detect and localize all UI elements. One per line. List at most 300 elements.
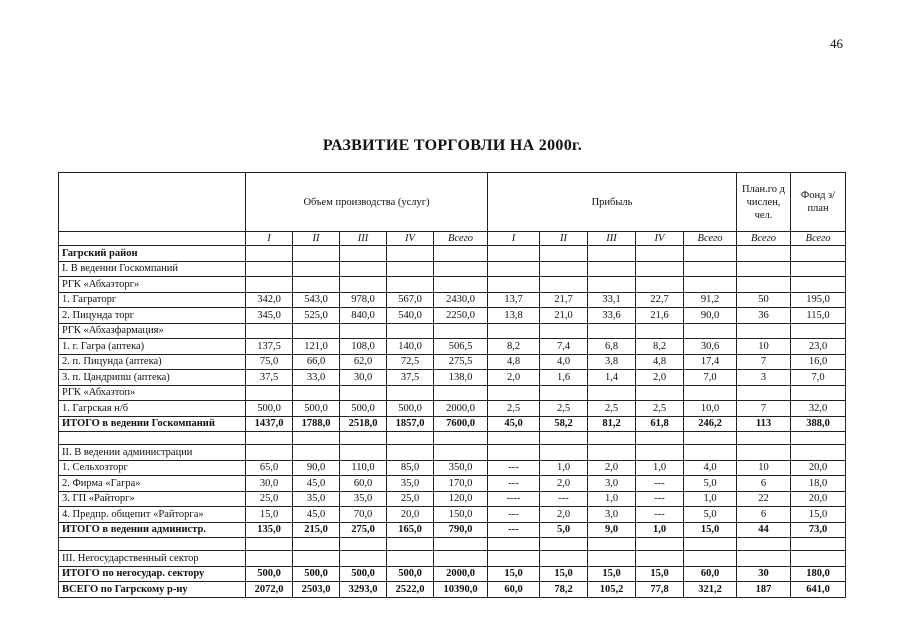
table-cell (293, 261, 340, 277)
table-cell (387, 445, 434, 461)
table-cell: 500,0 (293, 401, 340, 417)
table-cell (636, 432, 684, 445)
row-label: 1. г. Гагра (аптека) (59, 339, 246, 355)
table-cell: 543,0 (293, 292, 340, 308)
table-cell: 840,0 (340, 308, 387, 324)
table-cell: 33,6 (588, 308, 636, 324)
table-cell: 15,0 (684, 522, 737, 538)
table-cell: 66,0 (293, 354, 340, 370)
table-cell (434, 445, 488, 461)
table-cell: 45,0 (293, 507, 340, 523)
table-cell (246, 323, 293, 339)
table-cell: 1,0 (588, 491, 636, 507)
table-cell (540, 445, 588, 461)
table-cell (737, 261, 791, 277)
table-cell: 10,0 (684, 401, 737, 417)
table-cell: 7,4 (540, 339, 588, 355)
table-cell: 115,0 (791, 308, 846, 324)
table-cell: 2,0 (540, 507, 588, 523)
table-cell (340, 261, 387, 277)
table-cell: 77,8 (636, 582, 684, 598)
table-cell (636, 538, 684, 551)
volume-header: Объем производства (услуг) (246, 173, 488, 232)
table-cell (791, 385, 846, 401)
subheader-blank (59, 232, 246, 246)
row-label: 1. Гагрская н/б (59, 401, 246, 417)
table-cell: 73,0 (791, 522, 846, 538)
table-cell: 70,0 (340, 507, 387, 523)
table-cell: --- (488, 507, 540, 523)
table-cell: 30,0 (246, 476, 293, 492)
table-cell: 37,5 (387, 370, 434, 386)
table-cell (684, 323, 737, 339)
row-label: III. Негосударственный сектор (59, 551, 246, 567)
table-cell: 113 (737, 416, 791, 432)
table-cell: 8,2 (488, 339, 540, 355)
table-cell (488, 445, 540, 461)
table-row (59, 551, 846, 567)
table-cell (387, 261, 434, 277)
table-row (59, 261, 846, 277)
table-cell: 138,0 (434, 370, 488, 386)
table-row (59, 522, 846, 538)
table-cell: 2,0 (540, 476, 588, 492)
table-cell: 187 (737, 582, 791, 598)
row-label: 1. Гаграторг (59, 292, 246, 308)
subheader-cell: IV (636, 232, 684, 246)
table-cell (540, 551, 588, 567)
table-cell (791, 445, 846, 461)
table-cell: 3293,0 (340, 582, 387, 598)
table-cell: 22 (737, 491, 791, 507)
row-label (59, 538, 246, 551)
row-label: ИТОГО в ведении администр. (59, 522, 246, 538)
table-cell (540, 538, 588, 551)
table-cell: 21,7 (540, 292, 588, 308)
table-cell: 17,4 (684, 354, 737, 370)
table-cell: 978,0 (340, 292, 387, 308)
table-cell (434, 385, 488, 401)
table-cell: --- (636, 476, 684, 492)
table-cell: 7,0 (791, 370, 846, 386)
table-cell (791, 551, 846, 567)
table-cell: 15,0 (636, 566, 684, 582)
table-cell: 1,0 (540, 460, 588, 476)
table-cell: 91,2 (684, 292, 737, 308)
table-cell (791, 538, 846, 551)
table-cell: 15,0 (540, 566, 588, 582)
table-cell: 506,5 (434, 339, 488, 355)
table-cell: 18,0 (791, 476, 846, 492)
table-cell (636, 385, 684, 401)
table-cell (737, 385, 791, 401)
table-cell: 2000,0 (434, 566, 488, 582)
table-cell (684, 538, 737, 551)
table-cell: 567,0 (387, 292, 434, 308)
table-cell (340, 551, 387, 567)
table-cell: 1,0 (636, 460, 684, 476)
table-cell: 321,2 (684, 582, 737, 598)
row-label: ВСЕГО по Гагрскому р-ну (59, 582, 246, 598)
table-cell (540, 432, 588, 445)
table-cell (246, 551, 293, 567)
table-cell: 2,5 (488, 401, 540, 417)
table-cell (636, 323, 684, 339)
table-row (59, 323, 846, 339)
row-label: ИТОГО по негосудар. сектору (59, 566, 246, 582)
table-cell: 215,0 (293, 522, 340, 538)
table-cell: 7,0 (684, 370, 737, 386)
table-cell: 16,0 (791, 354, 846, 370)
row-label: РГК «Абхазторг» (59, 277, 246, 293)
table-cell: 4,8 (488, 354, 540, 370)
table-cell: --- (488, 522, 540, 538)
row-label: 2. Фирма «Гагра» (59, 476, 246, 492)
table-cell: 5,0 (684, 507, 737, 523)
table-cell: 60,0 (340, 476, 387, 492)
table-cell: 13,7 (488, 292, 540, 308)
table-cell: 44 (737, 522, 791, 538)
table-cell: 23,0 (791, 339, 846, 355)
table-cell (293, 445, 340, 461)
row-label: РГК «Абхазфармация» (59, 323, 246, 339)
table-cell: 15,0 (246, 507, 293, 523)
table-cell (246, 246, 293, 262)
table-cell: 345,0 (246, 308, 293, 324)
table-cell (636, 445, 684, 461)
table-cell: 500,0 (387, 401, 434, 417)
table-cell: 790,0 (434, 522, 488, 538)
table-cell (293, 385, 340, 401)
table-row (59, 416, 846, 432)
table-cell (488, 261, 540, 277)
table-cell (387, 551, 434, 567)
table-cell (588, 551, 636, 567)
table-cell: 2522,0 (387, 582, 434, 598)
table-cell (246, 445, 293, 461)
table-cell (791, 432, 846, 445)
row-label: 3. п. Цандрипш (аптека) (59, 370, 246, 386)
table-cell: 1,4 (588, 370, 636, 386)
table-cell: 137,5 (246, 339, 293, 355)
table-cell (387, 323, 434, 339)
table-cell: 25,0 (246, 491, 293, 507)
table-cell (684, 277, 737, 293)
table-cell: 3,0 (588, 507, 636, 523)
table-cell (434, 323, 488, 339)
table-cell (434, 551, 488, 567)
table-cell (684, 246, 737, 262)
table-cell: 45,0 (293, 476, 340, 492)
table-cell (588, 445, 636, 461)
table-cell (636, 277, 684, 293)
table-cell: 62,0 (340, 354, 387, 370)
table-cell: 60,0 (488, 582, 540, 598)
table-cell: 2,0 (588, 460, 636, 476)
table-cell: 20,0 (387, 507, 434, 523)
table-cell: 1,0 (636, 522, 684, 538)
table-cell: 78,2 (540, 582, 588, 598)
table-cell: 500,0 (293, 566, 340, 582)
table-cell (636, 261, 684, 277)
table-cell (387, 385, 434, 401)
table-cell (540, 261, 588, 277)
table-cell (588, 385, 636, 401)
table-cell: 72,5 (387, 354, 434, 370)
table-row (59, 370, 846, 386)
table-cell: 246,2 (684, 416, 737, 432)
table-cell: 81,2 (588, 416, 636, 432)
table-cell (488, 551, 540, 567)
plan-staff-header: План.го д числен, чел. (737, 173, 791, 232)
table-cell (737, 538, 791, 551)
row-label: 2. Пицунда торг (59, 308, 246, 324)
table-cell: 275,0 (340, 522, 387, 538)
table-cell: 36 (737, 308, 791, 324)
table-cell: 2072,0 (246, 582, 293, 598)
table-cell: 2518,0 (340, 416, 387, 432)
table-cell (246, 261, 293, 277)
table-cell: 1437,0 (246, 416, 293, 432)
table-cell: 30 (737, 566, 791, 582)
table-cell: 8,2 (636, 339, 684, 355)
table-cell: 6 (737, 476, 791, 492)
table-cell: 500,0 (246, 566, 293, 582)
table-cell (684, 445, 737, 461)
table-cell (588, 261, 636, 277)
table-row (59, 582, 846, 598)
row-label: II. В ведении администрации (59, 445, 246, 461)
table-row (59, 339, 846, 355)
table-cell: 525,0 (293, 308, 340, 324)
table-cell: 275,5 (434, 354, 488, 370)
table-cell (636, 246, 684, 262)
table-cell: 121,0 (293, 339, 340, 355)
row-label: 3. ГП «Райторг» (59, 491, 246, 507)
table-cell: 2,5 (636, 401, 684, 417)
table-cell (293, 551, 340, 567)
table-cell: 342,0 (246, 292, 293, 308)
table-cell: 500,0 (340, 566, 387, 582)
table-cell (387, 277, 434, 293)
table-cell: 1857,0 (387, 416, 434, 432)
row-label: РГК «Абхазтоп» (59, 385, 246, 401)
table-cell (684, 551, 737, 567)
table-cell: 105,2 (588, 582, 636, 598)
table-cell (293, 323, 340, 339)
table-cell (540, 246, 588, 262)
table-cell (434, 432, 488, 445)
table-cell (636, 551, 684, 567)
row-label (59, 432, 246, 445)
table-cell: 21,0 (540, 308, 588, 324)
table-cell (737, 551, 791, 567)
table-cell (737, 246, 791, 262)
table-cell: 195,0 (791, 292, 846, 308)
subheader-cell: Всего (791, 232, 846, 246)
table-cell: --- (488, 476, 540, 492)
table-cell: 35,0 (387, 476, 434, 492)
table-cell: 5,0 (540, 522, 588, 538)
table-cell: 388,0 (791, 416, 846, 432)
table-cell (246, 432, 293, 445)
table-cell (684, 432, 737, 445)
table-cell (791, 261, 846, 277)
table-cell: 4,8 (636, 354, 684, 370)
table-cell: 22,7 (636, 292, 684, 308)
row-label: ИТОГО в ведении Госкомпаний (59, 416, 246, 432)
table-cell: --- (636, 491, 684, 507)
table-cell: 2503,0 (293, 582, 340, 598)
table-cell: 6,8 (588, 339, 636, 355)
table-cell (588, 277, 636, 293)
table-cell (588, 246, 636, 262)
table-cell: 13,8 (488, 308, 540, 324)
table-cell: 50 (737, 292, 791, 308)
document-title: РАЗВИТИЕ ТОРГОВЛИ НА 2000г. (322, 137, 583, 154)
table-cell: 120,0 (434, 491, 488, 507)
table-cell: 500,0 (246, 401, 293, 417)
row-label: 1. Сельхозторг (59, 460, 246, 476)
table-cell (340, 277, 387, 293)
table-cell (737, 277, 791, 293)
table-cell (387, 246, 434, 262)
table-cell (588, 432, 636, 445)
table-cell (488, 323, 540, 339)
table-row (59, 246, 846, 262)
table-row (59, 385, 846, 401)
table-cell: 2000,0 (434, 401, 488, 417)
table-cell: 2,5 (540, 401, 588, 417)
table-cell: 45,0 (488, 416, 540, 432)
table-row (59, 491, 846, 507)
table-row (59, 292, 846, 308)
table-cell: 110,0 (340, 460, 387, 476)
table-cell: 20,0 (791, 491, 846, 507)
table-cell: 20,0 (791, 460, 846, 476)
table-cell: 135,0 (246, 522, 293, 538)
table-cell (791, 323, 846, 339)
subheader-cell: III (588, 232, 636, 246)
table-cell: 35,0 (340, 491, 387, 507)
row-label-header (59, 173, 246, 232)
table-row (59, 401, 846, 417)
table-cell (488, 277, 540, 293)
table-cell: 32,0 (791, 401, 846, 417)
table-cell (340, 385, 387, 401)
table-cell: 33,1 (588, 292, 636, 308)
table-cell: 4,0 (540, 354, 588, 370)
table-cell (293, 538, 340, 551)
table-cell (434, 538, 488, 551)
subheader-cell: I (488, 232, 540, 246)
subheader-cell: IV (387, 232, 434, 246)
table-cell (340, 432, 387, 445)
table-cell: 10390,0 (434, 582, 488, 598)
table-cell: --- (488, 460, 540, 476)
table-cell: 350,0 (434, 460, 488, 476)
table-row (59, 476, 846, 492)
trade-development-table (58, 172, 846, 598)
table-cell: 90,0 (684, 308, 737, 324)
table-cell (791, 246, 846, 262)
table-cell: 21,6 (636, 308, 684, 324)
table-cell: 1,0 (684, 491, 737, 507)
table-cell (340, 445, 387, 461)
table-cell: 1788,0 (293, 416, 340, 432)
table-cell (293, 277, 340, 293)
row-label: I. В ведении Госкомпаний (59, 261, 246, 277)
table-cell (737, 445, 791, 461)
table-cell: 165,0 (387, 522, 434, 538)
table-cell: ---- (488, 491, 540, 507)
row-label: Гагрский район (59, 246, 246, 262)
table-cell: 10 (737, 339, 791, 355)
table-cell (434, 246, 488, 262)
table-cell (488, 432, 540, 445)
table-cell: 500,0 (387, 566, 434, 582)
table-cell: 500,0 (340, 401, 387, 417)
table-cell: 2,0 (636, 370, 684, 386)
row-label: 4. Предпр. общепит «Райторга» (59, 507, 246, 523)
table-cell: 7600,0 (434, 416, 488, 432)
table-cell (340, 538, 387, 551)
table-cell (387, 432, 434, 445)
table-cell: 10 (737, 460, 791, 476)
table-cell: 30,0 (340, 370, 387, 386)
table-cell: 9,0 (588, 522, 636, 538)
fund-header: Фонд з/план (791, 173, 846, 232)
table-cell: 35,0 (293, 491, 340, 507)
table-cell: 65,0 (246, 460, 293, 476)
table-cell: --- (636, 507, 684, 523)
table-cell (246, 385, 293, 401)
table-cell: 5,0 (684, 476, 737, 492)
subheader-cell: III (340, 232, 387, 246)
table-cell (540, 385, 588, 401)
table-cell (588, 323, 636, 339)
table-cell (434, 277, 488, 293)
table-cell (488, 385, 540, 401)
table-cell (588, 538, 636, 551)
table-cell: 25,0 (387, 491, 434, 507)
table-cell (340, 323, 387, 339)
table-row (59, 445, 846, 461)
table-row (59, 566, 846, 582)
table-cell: 3,8 (588, 354, 636, 370)
table-row (59, 354, 846, 370)
table-cell: 58,2 (540, 416, 588, 432)
profit-header: Прибыль (488, 173, 737, 232)
table-row (59, 507, 846, 523)
subheader-cell: Всего (684, 232, 737, 246)
table-cell: 90,0 (293, 460, 340, 476)
table-cell: 150,0 (434, 507, 488, 523)
table-cell (387, 538, 434, 551)
table-cell: 7 (737, 401, 791, 417)
table-cell (737, 323, 791, 339)
table-cell: 641,0 (791, 582, 846, 598)
table-cell: 1,6 (540, 370, 588, 386)
table-cell: 4,0 (684, 460, 737, 476)
table-cell: 85,0 (387, 460, 434, 476)
table-cell (293, 432, 340, 445)
table-cell (246, 277, 293, 293)
table-cell (684, 385, 737, 401)
table-cell: 75,0 (246, 354, 293, 370)
table-cell (540, 277, 588, 293)
table-cell: 170,0 (434, 476, 488, 492)
